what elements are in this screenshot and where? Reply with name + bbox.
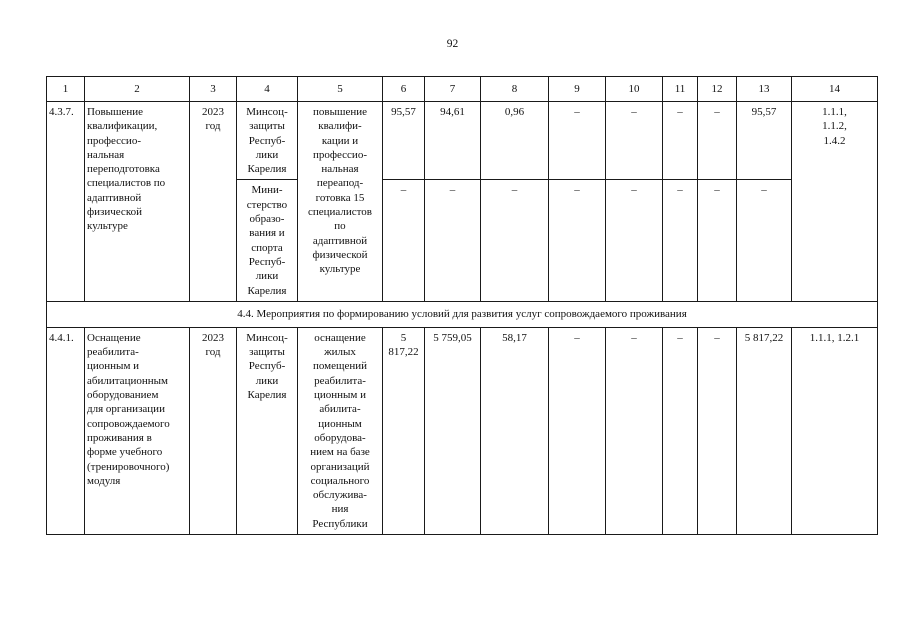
value-cell: – (606, 102, 663, 180)
value-cell: 58,17 (481, 327, 549, 534)
header-cell: 5 (298, 77, 383, 102)
value-cell: – (549, 327, 606, 534)
value-cell: 0,96 (481, 102, 549, 180)
value-cell: 5 817,22 (383, 327, 425, 534)
header-cell: 2 (85, 77, 190, 102)
row-number: 4.4.1. (47, 327, 85, 534)
value-cell: – (663, 102, 698, 180)
table-header-row (47, 77, 878, 102)
value-cell: – (383, 180, 425, 301)
value-cell: – (698, 180, 737, 301)
value-cell: – (663, 180, 698, 301)
value-cell: – (425, 180, 481, 301)
value-cell: – (481, 180, 549, 301)
value-cell: – (737, 180, 792, 301)
indicator-cell: 1.1.1, 1.2.1 (792, 327, 878, 534)
value-cell: – (663, 327, 698, 534)
year-cell: 2023 год (190, 102, 237, 302)
header-cell: 4 (237, 77, 298, 102)
value-cell: 94,61 (425, 102, 481, 180)
header-cell: 13 (737, 77, 792, 102)
section-title: 4.4. Мероприятия по формированию условий для развития услуг сопровождаемого проживания (47, 301, 878, 327)
value-cell: – (549, 102, 606, 180)
value-cell: 5 759,05 (425, 327, 481, 534)
value-cell: 5 817,22 (737, 327, 792, 534)
indicator-cell: 1.1.1, 1.1.2, 1.4.2 (792, 102, 878, 302)
header-cell: 10 (606, 77, 663, 102)
value-cell: – (549, 180, 606, 301)
section-row (47, 301, 878, 327)
value-cell: – (606, 327, 663, 534)
executor-cell: Минсоц- защиты Респуб- лики Карелия (237, 327, 298, 534)
header-cell: 11 (663, 77, 698, 102)
program-table (46, 76, 878, 535)
table-row-4-3-7 (47, 102, 878, 180)
header-cell: 12 (698, 77, 737, 102)
value-cell: 95,57 (383, 102, 425, 180)
row-number: 4.3.7. (47, 102, 85, 302)
header-cell: 3 (190, 77, 237, 102)
table-row-4-4-1 (47, 327, 878, 534)
result-cell: оснащение жилых помещений реабилита- ционным и абилита- ционным оборудова- нием на базе организаций социального обслужива- ния Республики (298, 327, 383, 534)
header-cell: 7 (425, 77, 481, 102)
measure-name: Оснащение реабилита- ционным и абилитационным оборудованием для организации сопровождаемого проживания в форме учебного (тренировочного) модуля (85, 327, 190, 534)
header-cell: 9 (549, 77, 606, 102)
executor-cell: Мини- стерство образо- вания и спорта Респуб- лики Карелия (237, 180, 298, 301)
value-cell: – (698, 327, 737, 534)
value-cell: 95,57 (737, 102, 792, 180)
result-cell: повышение квалифи- кации и профессио- нальная переапод- готовка 15 специалистов по адаптивной физической культуре (298, 102, 383, 302)
executor-cell: Минсоц- защиты Респуб- лики Карелия (237, 102, 298, 180)
header-cell: 1 (47, 77, 85, 102)
value-cell: – (606, 180, 663, 301)
measure-name: Повышение квалификации, профессио- нальная переподготовка специалистов по адаптивной физической культуре (85, 102, 190, 302)
header-cell: 6 (383, 77, 425, 102)
page-number: 92 (446, 38, 459, 50)
header-cell: 14 (792, 77, 878, 102)
year-cell: 2023 год (190, 327, 237, 534)
value-cell: – (698, 102, 737, 180)
header-cell: 8 (481, 77, 549, 102)
